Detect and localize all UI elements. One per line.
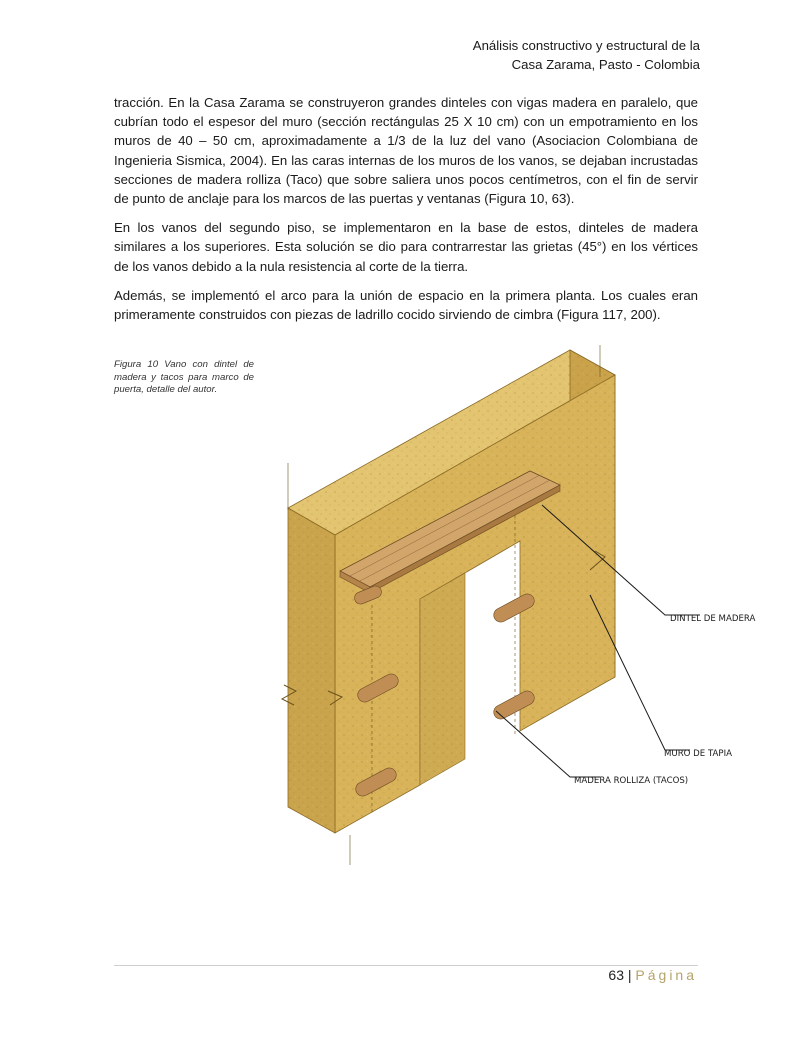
footer-separator: |: [627, 967, 632, 983]
label-madera: MADERA ROLLIZA (TACOS): [574, 776, 689, 786]
label-muro: MURO DE TAPIA: [664, 749, 733, 759]
page-word: Página: [635, 967, 697, 983]
label-dintel: DINTEL DE MADERA: [670, 614, 756, 624]
paragraph: En los vanos del segundo piso, se implementaron en la base de estos, dinteles de madera similares a los superiores. Esta solución se dio para contrarrestar las grietas (45°) en los vértices de los vanos debido a la nula resistencia al corte de la tierra.: [114, 220, 698, 274]
paragraph: Además, se implementó el arco para la unión de espacio en la primera planta. Los cuales eran primeramente construidos con piezas de ladrillo cocido sirviendo de cimbra (Figura 117, 200).: [114, 287, 698, 323]
page-footer: [608, 967, 697, 983]
running-header: [473, 36, 700, 74]
paragraph: tracción. En la Casa Zarama se construyeron grandes dinteles con vigas madera en paralelo, que cubrían todo el espesor del muro (sección rectángulas 25 X 10 cm) con un empotramiento en los muros de 40 – 50 cm, aproximadamente a 1/3 de la luz del vano (Asociacion Colombiana de Ingenieria Sismica, 2004). En las caras internas de los muros de los vanos, se dejaban incrustadas secciones de madera rolliza (Taco) que sobre saliera unos pocos centímetros, con el fin de servir de punto de anclaje para los marcos de las puertas y ventanas (Figura 10, 63).: [114, 95, 698, 207]
header-line-1: Análisis constructivo y estructural de la: [472, 38, 700, 53]
door-opening-drawing: [270, 345, 770, 865]
body-text: [114, 93, 698, 334]
page-number: 63: [608, 967, 624, 983]
leader-madera: [496, 711, 600, 777]
figure-caption: Figura 10 Vano con dintel de madera y tacos para marco de puerta, detalle del autor.: [114, 359, 254, 395]
footer-rule: [114, 965, 698, 966]
header-line-2: Casa Zarama, Pasto - Colombia: [511, 57, 700, 72]
figure-illustration: [270, 345, 770, 865]
